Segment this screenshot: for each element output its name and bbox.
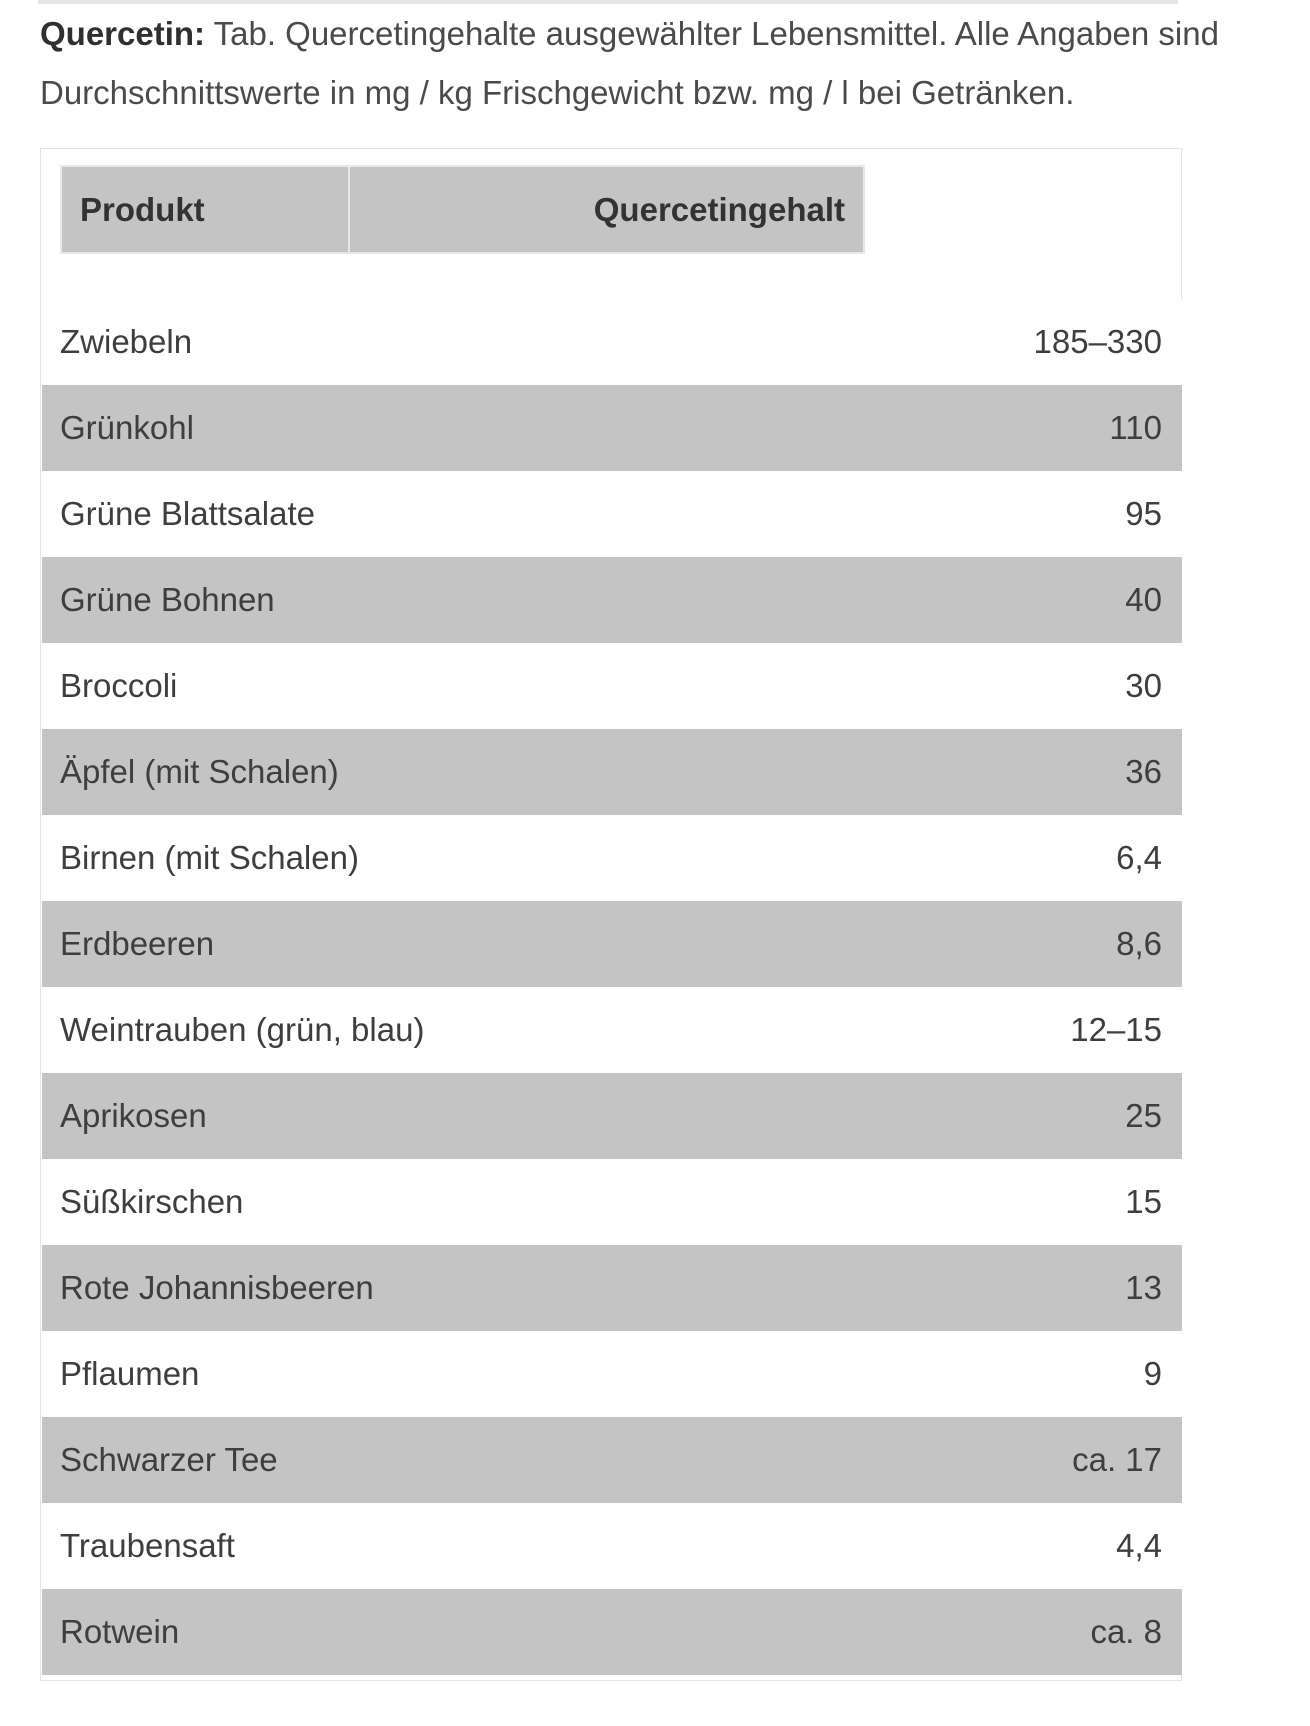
quercetin-table (40, 148, 1182, 1681)
table-caption (40, 4, 1220, 122)
table-row (42, 299, 1182, 385)
cell-quercetin-value: 6,4 (1116, 839, 1162, 876)
cell-quercetin-value: 36 (1125, 753, 1162, 790)
cell-product: Grüne Bohnen (60, 581, 275, 618)
cell-product: Rote Johannisbeeren (60, 1269, 374, 1306)
table-row (42, 1503, 1182, 1589)
cell-quercetin-value: 9 (1143, 1355, 1162, 1392)
cell-quercetin-value: 95 (1125, 495, 1162, 532)
cell-product: Rotwein (60, 1613, 180, 1650)
cell-product: Äpfel (mit Schalen) (60, 753, 339, 790)
cell-product: Aprikosen (60, 1097, 207, 1134)
cell-quercetin-value: 13 (1125, 1269, 1162, 1306)
caption-lead: Quercetin: (40, 15, 206, 52)
table-row (42, 385, 1182, 471)
cell-product: Broccoli (60, 667, 178, 704)
table-row (42, 1417, 1182, 1503)
table-row (42, 557, 1182, 643)
cell-quercetin-value: ca. 8 (1090, 1613, 1162, 1650)
table-row (42, 643, 1182, 729)
table-row (42, 1245, 1182, 1331)
cell-product: Zwiebeln (60, 323, 193, 360)
cell-product: Schwarzer Tee (60, 1441, 278, 1478)
header-product: Produkt (60, 165, 350, 254)
cell-quercetin-value: 15 (1125, 1183, 1162, 1220)
table-row (42, 901, 1182, 987)
cell-quercetin-value: 185–330 (1033, 323, 1162, 360)
table-row (42, 1589, 1182, 1675)
table-row (42, 1331, 1182, 1417)
cell-quercetin-value: 12–15 (1070, 1011, 1162, 1048)
table-header-row (60, 165, 865, 254)
cell-product: Erdbeeren (60, 925, 215, 962)
cell-product: Weintrauben (grün, blau) (60, 1011, 425, 1048)
cell-quercetin-value: 4,4 (1116, 1527, 1162, 1564)
caption-text: Tab. Quercetingehalte ausgewählter Lebensmittel. Alle Angaben sind Durchschnittswerte in mg / kg Frischgewicht bzw. mg / l bei Getränken. (40, 15, 1219, 111)
table-row (42, 1073, 1182, 1159)
cell-quercetin-value: 30 (1125, 667, 1162, 704)
table-row (42, 1159, 1182, 1245)
cell-product: Birnen (mit Schalen) (60, 839, 359, 876)
cell-quercetin-value: ca. 17 (1072, 1441, 1162, 1478)
cell-quercetin-value: 25 (1125, 1097, 1162, 1134)
cell-product: Süßkirschen (60, 1183, 244, 1220)
cell-quercetin-value: 40 (1125, 581, 1162, 618)
cell-quercetin-value: 8,6 (1116, 925, 1162, 962)
table-row (42, 815, 1182, 901)
table-body (42, 299, 1182, 1675)
cell-product: Grünkohl (60, 409, 194, 446)
cell-product: Pflaumen (60, 1355, 200, 1392)
cell-quercetin-value: 110 (1109, 409, 1162, 446)
cell-product: Traubensaft (60, 1527, 235, 1564)
header-quercetin-content: Quercetingehalt (350, 165, 865, 254)
table-row (42, 987, 1182, 1073)
cell-product: Grüne Blattsalate (60, 495, 315, 532)
table-row (42, 471, 1182, 557)
table-row (42, 729, 1182, 815)
